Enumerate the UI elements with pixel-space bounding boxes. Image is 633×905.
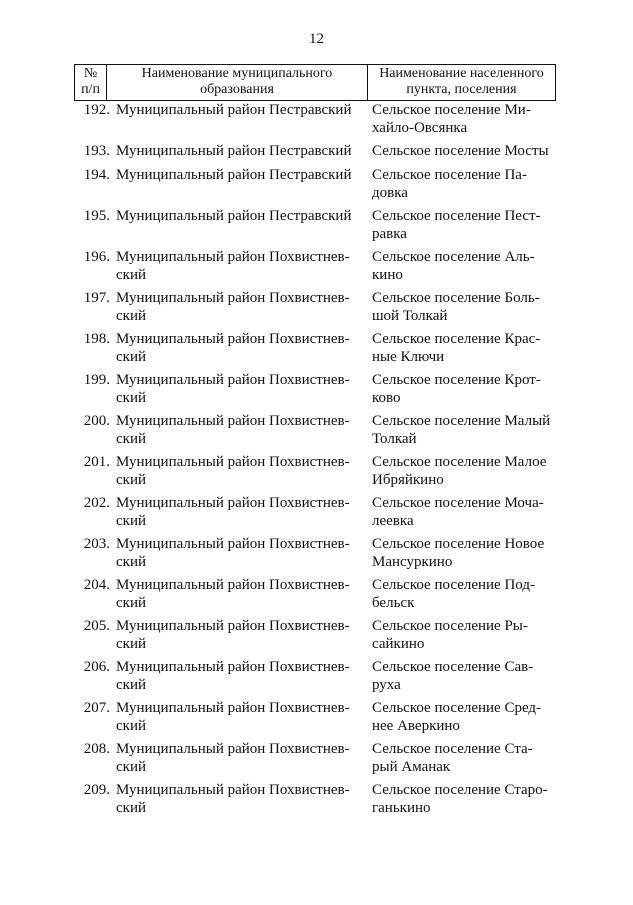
- settlement-line: нее Аверкино: [372, 718, 460, 734]
- municipality-line: ский: [116, 677, 146, 693]
- settlement-line: Сельское поселение Аль-: [372, 249, 535, 265]
- row-municipality: [116, 740, 366, 776]
- header-number-line: п/п: [81, 82, 100, 97]
- row-settlement: [372, 453, 562, 489]
- row-settlement: [372, 617, 562, 653]
- table-header: [74, 64, 556, 101]
- settlement-line: бельск: [372, 595, 415, 611]
- municipality-line: Муниципальный район Похвистнев-: [116, 495, 350, 511]
- municipality-line: Муниципальный район Пестравский: [116, 102, 352, 118]
- settlement-line: Сельское поселение Крот-: [372, 372, 541, 388]
- row-number: 193.: [83, 143, 110, 159]
- settlement-line: шой Толкай: [372, 308, 448, 324]
- municipality-line: Муниципальный район Похвистнев-: [116, 413, 350, 429]
- settlement-line: рый Аманак: [372, 759, 451, 775]
- settlement-line: Толкай: [372, 431, 417, 447]
- row-number: 196.: [83, 249, 110, 265]
- municipality-line: Муниципальный район Похвистнев-: [116, 290, 350, 306]
- settlement-line: ные Ключи: [372, 349, 445, 365]
- settlement-line: Сельское поселение Сред-: [372, 700, 542, 716]
- row-municipality: [116, 166, 366, 184]
- settlement-line: Сельское поселение Пест-: [372, 208, 541, 224]
- settlement-line: Сельское поселение Ста-: [372, 741, 533, 757]
- settlement-line: руха: [372, 677, 401, 693]
- settlement-line: Сельское поселение Сав-: [372, 659, 534, 675]
- row-municipality: [116, 371, 366, 407]
- settlement-line: ганькино: [372, 800, 431, 816]
- row-municipality: [116, 699, 366, 735]
- row-settlement: [372, 658, 562, 694]
- row-settlement: [372, 535, 562, 571]
- row-settlement: [372, 371, 562, 407]
- municipality-line: ский: [116, 472, 146, 488]
- row-number: 209.: [83, 782, 110, 798]
- row-municipality: [116, 658, 366, 694]
- settlement-line: кино: [372, 267, 403, 283]
- settlement-line: довка: [372, 185, 408, 201]
- row-settlement: [372, 207, 562, 243]
- row-number: 195.: [83, 208, 110, 224]
- row-settlement: [372, 781, 562, 817]
- municipality-line: ский: [116, 554, 146, 570]
- municipality-line: Муниципальный район Похвистнев-: [116, 659, 350, 675]
- row-settlement: [372, 740, 562, 776]
- row-municipality: [116, 535, 366, 571]
- row-municipality: [116, 617, 366, 653]
- row-settlement: [372, 289, 562, 325]
- row-number: 207.: [83, 700, 110, 716]
- settlement-line: Сельское поселение Мосты: [372, 143, 549, 159]
- municipality-line: Муниципальный район Пестравский: [116, 143, 352, 159]
- row-number: 200.: [83, 413, 110, 429]
- settlement-line: Сельское поселение Ми-: [372, 102, 531, 118]
- municipality-line: ский: [116, 308, 146, 324]
- municipality-line: ский: [116, 513, 146, 529]
- settlement-line: сайкино: [372, 636, 425, 652]
- row-settlement: [372, 166, 562, 202]
- settlement-line: ково: [372, 390, 401, 406]
- row-municipality: [116, 453, 366, 489]
- row-number: 194.: [83, 167, 110, 183]
- page-number: 12: [309, 31, 324, 47]
- settlement-line: Сельское поселение Па-: [372, 167, 527, 183]
- municipality-line: ский: [116, 390, 146, 406]
- settlement-line: Сельское поселение Ры-: [372, 618, 528, 634]
- row-number: 197.: [83, 290, 110, 306]
- municipality-line: ский: [116, 636, 146, 652]
- municipality-line: Муниципальный район Похвистнев-: [116, 577, 350, 593]
- municipality-line: Муниципальный район Похвистнев-: [116, 700, 350, 716]
- row-municipality: [116, 289, 366, 325]
- row-number: 203.: [83, 536, 110, 552]
- settlement-line: леевка: [372, 513, 414, 529]
- settlement-line: Сельское поселение Крас-: [372, 331, 541, 347]
- row-number: 192.: [83, 102, 110, 118]
- row-municipality: [116, 330, 366, 366]
- row-number: 199.: [83, 372, 110, 388]
- settlement-line: Сельское поселение Малый: [372, 413, 551, 429]
- settlement-line: Мансуркино: [372, 554, 453, 570]
- header-municipality-line: Наименование муниципального: [141, 66, 333, 81]
- row-settlement: [372, 412, 562, 448]
- municipality-line: Муниципальный район Похвистнев-: [116, 618, 350, 634]
- row-number: 202.: [83, 495, 110, 511]
- settlement-line: Сельское поселение Под-: [372, 577, 535, 593]
- municipality-line: Муниципальный район Похвистнев-: [116, 331, 350, 347]
- row-number: 205.: [83, 618, 110, 634]
- row-settlement: [372, 101, 562, 137]
- settlement-line: Сельское поселение Моча-: [372, 495, 544, 511]
- row-number: 206.: [83, 659, 110, 675]
- row-number: 198.: [83, 331, 110, 347]
- settlement-line: Сельское поселение Малое: [372, 454, 547, 470]
- row-settlement: [372, 494, 562, 530]
- municipality-line: Муниципальный район Пестравский: [116, 208, 352, 224]
- settlement-line: Сельское поселение Новое: [372, 536, 545, 552]
- settlement-line: Сельское поселение Боль-: [372, 290, 540, 306]
- municipality-line: Муниципальный район Похвистнев-: [116, 782, 350, 798]
- municipality-line: ский: [116, 431, 146, 447]
- municipality-line: ский: [116, 800, 146, 816]
- municipality-line: ский: [116, 267, 146, 283]
- row-municipality: [116, 576, 366, 612]
- header-settlement-column: [368, 65, 555, 100]
- row-settlement: [372, 330, 562, 366]
- row-municipality: [116, 781, 366, 817]
- header-number-column: [75, 65, 107, 100]
- municipality-line: ский: [116, 595, 146, 611]
- row-municipality: [116, 494, 366, 530]
- header-settlement-line: Наименование населенного: [379, 66, 544, 81]
- municipality-line: Муниципальный район Похвистнев-: [116, 536, 350, 552]
- row-number: 208.: [83, 741, 110, 757]
- row-settlement: [372, 576, 562, 612]
- settlement-line: Сельское поселение Старо-: [372, 782, 548, 798]
- row-number: 201.: [83, 454, 110, 470]
- settlement-line: равка: [372, 226, 407, 242]
- municipality-line: Муниципальный район Пестравский: [116, 167, 352, 183]
- municipality-line: Муниципальный район Похвистнев-: [116, 249, 350, 265]
- settlement-line: Ибряйкино: [372, 472, 444, 488]
- municipality-line: ский: [116, 759, 146, 775]
- municipality-line: Муниципальный район Похвистнев-: [116, 372, 350, 388]
- row-number: 204.: [83, 577, 110, 593]
- header-number-line: №: [83, 66, 98, 81]
- header-municipality-column: [107, 65, 368, 100]
- row-settlement: [372, 142, 562, 160]
- municipality-line: ский: [116, 349, 146, 365]
- row-municipality: [116, 248, 366, 284]
- row-settlement: [372, 248, 562, 284]
- municipality-line: Муниципальный район Похвистнев-: [116, 454, 350, 470]
- settlement-line: хайло-Овсянка: [372, 120, 468, 136]
- row-municipality: [116, 207, 366, 225]
- municipality-line: Муниципальный район Похвистнев-: [116, 741, 350, 757]
- row-municipality: [116, 142, 366, 160]
- municipality-line: ский: [116, 718, 146, 734]
- row-municipality: [116, 101, 366, 119]
- row-municipality: [116, 412, 366, 448]
- row-settlement: [372, 699, 562, 735]
- header-settlement-line: пункта, поселения: [406, 82, 517, 97]
- header-municipality-line: образования: [200, 82, 274, 97]
